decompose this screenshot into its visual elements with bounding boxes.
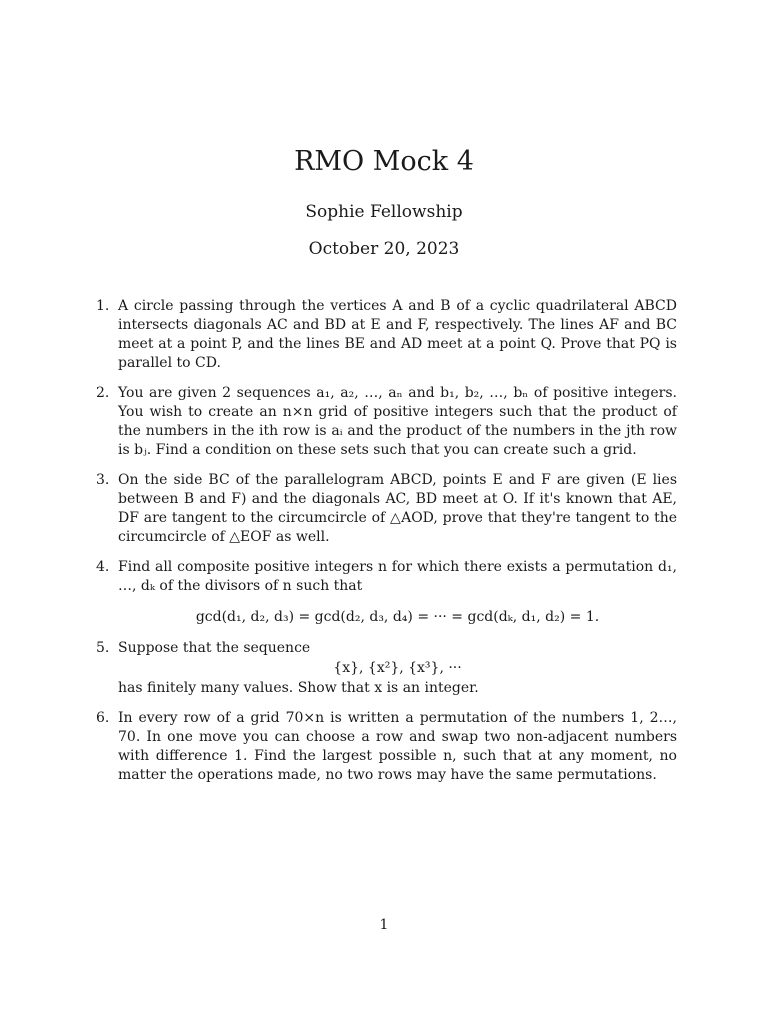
- problem-number: 3.: [96, 472, 110, 488]
- document-author: Sophie Fellowship: [305, 202, 463, 222]
- problem-text: Find all composite positive integers n for which there exists a permutation d₁, …, dₖ of the divisors of n such that: [118, 559, 677, 594]
- problem-2: [96, 384, 677, 460]
- problem-text: In every row of a grid 70×n is written a permutation of the numbers 1, 2…, 70. In one move you can choose a row and swap two non-adjacent numbers with difference 1. Find the largest possible n, such that at any moment, no matter the operations made, no two rows may have the same permutations.: [118, 710, 677, 783]
- page-number: 1: [379, 917, 389, 933]
- problem-number: 1.: [96, 298, 110, 314]
- problem-1: [96, 297, 677, 373]
- document-date: October 20, 2023: [308, 239, 460, 259]
- problem-text-continued: has finitely many values. Show that x is an integer.: [118, 680, 479, 696]
- problem-text: On the side BC of the parallelogram ABCD, points E and F are given (E lies between B and F) and the diagonals AC, BD meet at O. If it's known that AE, DF are tangent to the circumcircle of △AOD, prove that they're tangent to the circumcircle of △EOF as well.: [118, 472, 677, 545]
- problem-text: A circle passing through the vertices A and B of a cyclic quadrilateral ABCD intersects diagonals AC and BD at E and F, respectively. The lines AF and BC meet at a point P, and the lines BE and AD meet at a point Q. Prove that PQ is parallel to CD.: [118, 298, 677, 371]
- problem-number: 2.: [96, 385, 110, 401]
- problem-3: [96, 471, 677, 547]
- problem-5: [96, 639, 677, 698]
- problem-4: [96, 558, 677, 627]
- document-title: RMO Mock 4: [294, 146, 474, 177]
- problem-number: 4.: [96, 559, 110, 575]
- problem-number: 5.: [96, 640, 110, 656]
- problem-text: You are given 2 sequences a₁, a₂, …, aₙ and b₁, b₂, …, bₙ of positive integers. You wish to create an n×n grid of positive integers such that the product of the numbers in the ith row is aᵢ and the product of the numbers in the jth row is bⱼ. Find a condition on these sets such that you can create such a grid.: [118, 385, 677, 458]
- problem-list: [96, 297, 677, 796]
- problem-6: [96, 709, 677, 785]
- display-equation: {x}, {x²}, {x³}, ···: [333, 660, 462, 676]
- display-equation: gcd(d₁, d₂, d₃) = gcd(d₂, d₃, d₄) = ··· = gcd(dₖ, d₁, d₂) = 1.: [195, 609, 600, 625]
- problem-number: 6.: [96, 710, 110, 726]
- problem-text: Suppose that the sequence: [118, 640, 311, 656]
